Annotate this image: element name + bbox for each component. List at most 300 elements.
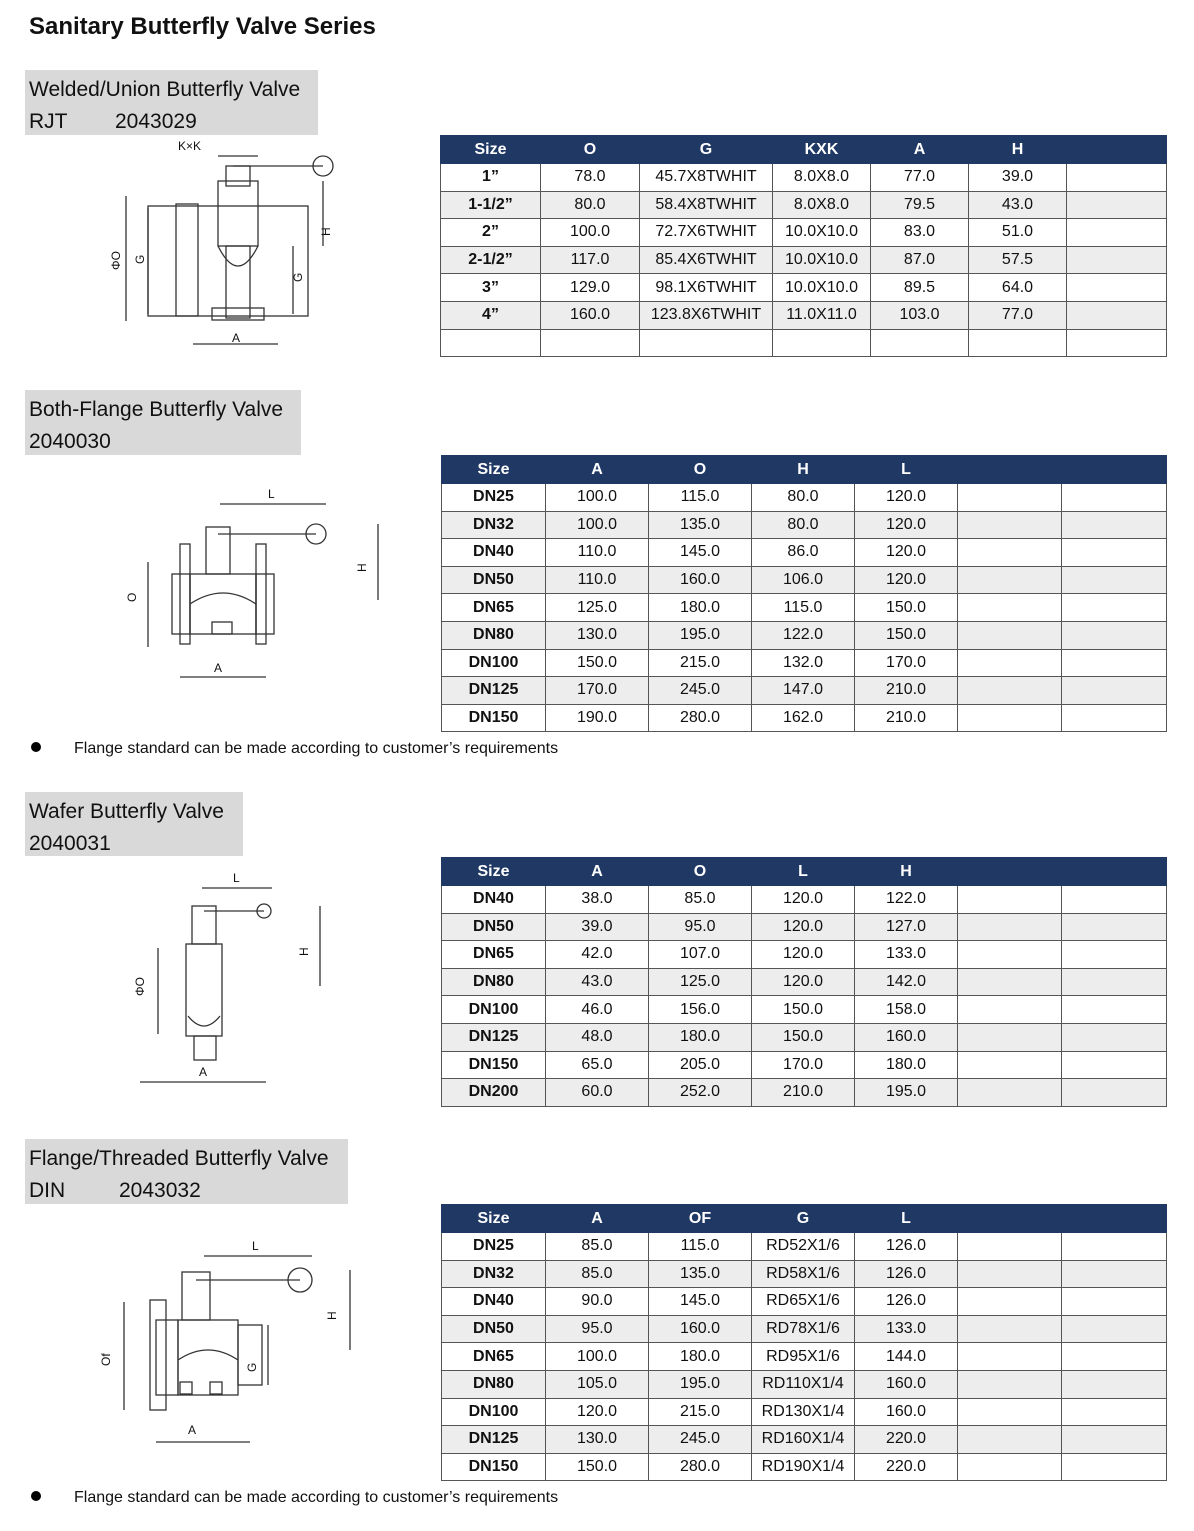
section-header-both-flange xyxy=(25,390,301,455)
table-cell: 150.0 xyxy=(546,1453,649,1481)
table-cell: 120.0 xyxy=(855,484,958,512)
table-cell: 210.0 xyxy=(752,1079,855,1107)
table-cell xyxy=(958,566,1062,594)
table-cell: 220.0 xyxy=(855,1453,958,1481)
table-cell xyxy=(958,1398,1062,1426)
size-cell: DN25 xyxy=(442,1233,546,1261)
table-cell: 133.0 xyxy=(855,1315,958,1343)
size-cell: DN32 xyxy=(442,511,546,539)
size-cell: 2-1/2” xyxy=(441,246,541,274)
table-cell xyxy=(958,539,1062,567)
table-cell xyxy=(1062,511,1167,539)
label-g: G xyxy=(245,1362,259,1372)
label-h: H xyxy=(297,947,311,956)
table-row xyxy=(442,1315,1167,1343)
col-header: KXK xyxy=(773,136,871,164)
table-row xyxy=(442,566,1167,594)
size-cell: DN80 xyxy=(442,621,546,649)
table-cell xyxy=(958,1343,1062,1371)
table-cell: 100.0 xyxy=(541,219,640,247)
table-cell xyxy=(1062,1343,1167,1371)
table-cell xyxy=(773,329,871,357)
table-header-row xyxy=(442,858,1167,886)
table-row xyxy=(442,704,1167,732)
size-cell: DN150 xyxy=(442,1453,546,1481)
section-code: 2040031 xyxy=(29,832,111,855)
size-cell: DN40 xyxy=(442,539,546,567)
table-row xyxy=(442,1343,1167,1371)
col-header xyxy=(958,858,1062,886)
table-cell: 129.0 xyxy=(541,274,640,302)
table-cell: 122.0 xyxy=(855,886,958,914)
size-cell: DN32 xyxy=(442,1260,546,1288)
size-cell: DN65 xyxy=(442,594,546,622)
table-cell: 45.7X8TWHIT xyxy=(640,164,773,192)
table-row xyxy=(442,539,1167,567)
table-cell: 38.0 xyxy=(546,886,649,914)
table-cell: 100.0 xyxy=(546,1343,649,1371)
table-cell: 130.0 xyxy=(546,621,649,649)
table-cell: RD160X1/4 xyxy=(752,1426,855,1454)
table-row xyxy=(442,649,1167,677)
table-cell xyxy=(1067,219,1167,247)
table-cell: RD78X1/6 xyxy=(752,1315,855,1343)
table-cell: 135.0 xyxy=(649,1260,752,1288)
table-cell: 160.0 xyxy=(855,1398,958,1426)
size-cell: DN100 xyxy=(442,649,546,677)
table-cell: 215.0 xyxy=(649,649,752,677)
table-cell: 51.0 xyxy=(969,219,1067,247)
label-a: A xyxy=(214,661,223,675)
size-cell: 1-1/2” xyxy=(441,191,541,219)
table-cell: 85.0 xyxy=(546,1260,649,1288)
table-row xyxy=(442,1023,1167,1051)
table-cell: 215.0 xyxy=(649,1398,752,1426)
table-cell: 133.0 xyxy=(855,941,958,969)
table-cell: 150.0 xyxy=(546,649,649,677)
label-a: A xyxy=(232,331,241,345)
section-code-prefix: DIN xyxy=(29,1179,66,1202)
table-cell xyxy=(958,1426,1062,1454)
table-cell: 115.0 xyxy=(752,594,855,622)
table-row xyxy=(441,301,1167,329)
label-l: L xyxy=(252,1239,259,1253)
table-cell xyxy=(1062,941,1167,969)
table-cell xyxy=(958,941,1062,969)
size-cell: DN50 xyxy=(442,913,546,941)
col-header: OF xyxy=(649,1205,752,1233)
table-cell: 160.0 xyxy=(541,301,640,329)
col-header: Size xyxy=(442,858,546,886)
col-header: Size xyxy=(441,136,541,164)
table-cell: 86.0 xyxy=(752,539,855,567)
table-cell: 85.4X6TWHIT xyxy=(640,246,773,274)
table-cell: 57.5 xyxy=(969,246,1067,274)
table-row xyxy=(442,484,1167,512)
bullet-icon xyxy=(31,1491,41,1501)
size-cell: DN50 xyxy=(442,566,546,594)
table-cell xyxy=(1062,594,1167,622)
table-cell: 8.0X8.0 xyxy=(773,164,871,192)
size-cell: DN125 xyxy=(442,1426,546,1454)
table-row xyxy=(442,1453,1167,1481)
table-cell xyxy=(1062,913,1167,941)
size-cell: DN40 xyxy=(442,886,546,914)
table-cell: 120.0 xyxy=(752,941,855,969)
table-cell: 280.0 xyxy=(649,1453,752,1481)
col-header: A xyxy=(546,858,649,886)
spec-table-flange-threaded xyxy=(441,1204,1167,1481)
table-cell xyxy=(958,886,1062,914)
table-row xyxy=(441,164,1167,192)
table-header-row xyxy=(441,136,1167,164)
table-cell xyxy=(969,329,1067,357)
page-title: Sanitary Butterfly Valve Series xyxy=(29,13,376,40)
table-cell xyxy=(1062,1260,1167,1288)
table-cell: 100.0 xyxy=(546,511,649,539)
table-row xyxy=(442,1233,1167,1261)
size-cell: DN25 xyxy=(442,484,546,512)
label-a: A xyxy=(188,1423,197,1437)
flange-note: Flange standard can be made according to customer’s requirements xyxy=(74,740,559,757)
section-code: 2040030 xyxy=(29,430,111,453)
table-row xyxy=(442,1398,1167,1426)
spec-table-wafer xyxy=(441,857,1167,1107)
table-cell: 79.5 xyxy=(871,191,969,219)
table-cell xyxy=(541,329,640,357)
table-row xyxy=(442,996,1167,1024)
table-cell: 245.0 xyxy=(649,677,752,705)
label-o: O xyxy=(125,592,139,602)
section-header-flange-threaded xyxy=(25,1139,348,1204)
table-row xyxy=(442,511,1167,539)
table-cell: 65.0 xyxy=(546,1051,649,1079)
table-row xyxy=(442,1079,1167,1107)
table-cell xyxy=(1062,1426,1167,1454)
label-l: L xyxy=(268,487,275,501)
table-cell: 120.0 xyxy=(546,1398,649,1426)
size-cell: DN150 xyxy=(442,1051,546,1079)
table-cell: 142.0 xyxy=(855,968,958,996)
table-cell xyxy=(1062,1233,1167,1261)
col-header xyxy=(1062,456,1167,484)
section-title: Welded/Union Butterfly Valve xyxy=(29,78,301,101)
table-cell xyxy=(1067,329,1167,357)
table-cell: 10.0X10.0 xyxy=(773,246,871,274)
table-cell xyxy=(1062,1023,1167,1051)
col-header: H xyxy=(855,858,958,886)
table-row xyxy=(442,1370,1167,1398)
table-row xyxy=(441,191,1167,219)
col-header: G xyxy=(640,136,773,164)
table-cell xyxy=(1062,1315,1167,1343)
table-cell xyxy=(958,1315,1062,1343)
table-row xyxy=(442,1426,1167,1454)
size-cell: DN100 xyxy=(442,1398,546,1426)
table-cell: 42.0 xyxy=(546,941,649,969)
table-cell: 122.0 xyxy=(752,621,855,649)
table-header-row xyxy=(442,1205,1167,1233)
col-header: G xyxy=(752,1205,855,1233)
col-header: Size xyxy=(442,456,546,484)
table-cell: 106.0 xyxy=(752,566,855,594)
table-header-row xyxy=(442,456,1167,484)
table-row xyxy=(442,1260,1167,1288)
col-header: H xyxy=(752,456,855,484)
size-cell: DN80 xyxy=(442,1370,546,1398)
size-cell: 1” xyxy=(441,164,541,192)
col-header xyxy=(1062,858,1167,886)
table-cell xyxy=(958,1051,1062,1079)
size-cell: DN125 xyxy=(442,677,546,705)
table-cell xyxy=(1062,1370,1167,1398)
col-header: A xyxy=(546,456,649,484)
flange-note: Flange standard can be made according to customer’s requirements xyxy=(74,1489,559,1506)
table-cell xyxy=(958,1288,1062,1316)
size-cell: DN125 xyxy=(442,1023,546,1051)
label-o: ΦO xyxy=(133,977,147,996)
table-cell xyxy=(1067,164,1167,192)
table-cell: 127.0 xyxy=(855,913,958,941)
table-cell: 39.0 xyxy=(969,164,1067,192)
table-cell: 170.0 xyxy=(855,649,958,677)
table-cell: 135.0 xyxy=(649,511,752,539)
table-cell: 90.0 xyxy=(546,1288,649,1316)
size-cell: DN200 xyxy=(442,1079,546,1107)
table-cell: RD52X1/6 xyxy=(752,1233,855,1261)
section-title: Both-Flange Butterfly Valve xyxy=(29,398,284,421)
table-cell: 58.4X8TWHIT xyxy=(640,191,773,219)
table-cell: 245.0 xyxy=(649,1426,752,1454)
label-kk: K×K xyxy=(178,139,202,153)
table-cell: 117.0 xyxy=(541,246,640,274)
table-cell xyxy=(1062,886,1167,914)
table-cell: 64.0 xyxy=(969,274,1067,302)
table-cell: 85.0 xyxy=(546,1233,649,1261)
size-cell: 3” xyxy=(441,274,541,302)
table-cell: RD190X1/4 xyxy=(752,1453,855,1481)
table-cell: 160.0 xyxy=(855,1023,958,1051)
table-cell: 195.0 xyxy=(855,1079,958,1107)
table-cell: 120.0 xyxy=(855,539,958,567)
size-cell: DN80 xyxy=(442,968,546,996)
table-row xyxy=(442,913,1167,941)
size-cell: DN50 xyxy=(442,1315,546,1343)
both-flange-valve-drawing xyxy=(125,482,388,682)
table-cell: 145.0 xyxy=(649,539,752,567)
table-cell xyxy=(1062,968,1167,996)
flange-threaded-valve-drawing xyxy=(100,1230,362,1450)
table-cell: 46.0 xyxy=(546,996,649,1024)
label-g2: G xyxy=(291,272,305,282)
table-cell: 95.0 xyxy=(649,913,752,941)
table-cell xyxy=(958,484,1062,512)
table-cell: 160.0 xyxy=(649,566,752,594)
table-cell: 78.0 xyxy=(541,164,640,192)
table-cell xyxy=(1062,1453,1167,1481)
section-header-wafer xyxy=(25,792,243,856)
table-cell xyxy=(1062,566,1167,594)
table-cell: 43.0 xyxy=(546,968,649,996)
table-cell xyxy=(958,1370,1062,1398)
label-of: Of xyxy=(99,1353,113,1366)
col-header: L xyxy=(855,456,958,484)
table-cell: 130.0 xyxy=(546,1426,649,1454)
col-header: O xyxy=(649,456,752,484)
table-row xyxy=(441,329,1167,357)
col-header: L xyxy=(855,1205,958,1233)
col-header: O xyxy=(541,136,640,164)
col-header xyxy=(1067,136,1167,164)
table-cell xyxy=(1062,1398,1167,1426)
section-code: 2043032 xyxy=(119,1179,201,1202)
table-cell: 120.0 xyxy=(752,968,855,996)
table-cell xyxy=(1067,246,1167,274)
table-row xyxy=(442,968,1167,996)
table-row xyxy=(441,246,1167,274)
table-cell xyxy=(1062,677,1167,705)
table-cell xyxy=(958,621,1062,649)
table-cell xyxy=(958,1260,1062,1288)
table-cell: 110.0 xyxy=(546,566,649,594)
table-cell: 11.0X11.0 xyxy=(773,301,871,329)
table-cell: RD130X1/4 xyxy=(752,1398,855,1426)
table-cell: RD95X1/6 xyxy=(752,1343,855,1371)
table-cell xyxy=(1067,301,1167,329)
table-cell xyxy=(1062,539,1167,567)
table-cell: RD110X1/4 xyxy=(752,1370,855,1398)
table-cell xyxy=(958,996,1062,1024)
table-row xyxy=(442,1288,1167,1316)
table-cell: 48.0 xyxy=(546,1023,649,1051)
table-cell: 107.0 xyxy=(649,941,752,969)
table-cell xyxy=(1062,704,1167,732)
table-cell: 170.0 xyxy=(546,677,649,705)
table-cell: RD58X1/6 xyxy=(752,1260,855,1288)
table-cell xyxy=(958,511,1062,539)
table-cell: 132.0 xyxy=(752,649,855,677)
label-h: H xyxy=(319,227,333,236)
table-cell: 115.0 xyxy=(649,484,752,512)
table-cell: 205.0 xyxy=(649,1051,752,1079)
table-cell: 125.0 xyxy=(546,594,649,622)
section-code: 2043029 xyxy=(115,110,197,133)
table-cell: 120.0 xyxy=(855,511,958,539)
table-row xyxy=(442,677,1167,705)
col-header: A xyxy=(546,1205,649,1233)
table-cell: 158.0 xyxy=(855,996,958,1024)
col-header: A xyxy=(871,136,969,164)
size-cell: DN100 xyxy=(442,996,546,1024)
table-cell: 170.0 xyxy=(752,1051,855,1079)
table-cell xyxy=(958,968,1062,996)
label-g1: G xyxy=(133,254,147,264)
table-cell: 120.0 xyxy=(855,566,958,594)
table-cell: 180.0 xyxy=(855,1051,958,1079)
table-cell xyxy=(958,1023,1062,1051)
table-cell: 150.0 xyxy=(752,996,855,1024)
table-cell: 77.0 xyxy=(871,164,969,192)
table-cell xyxy=(958,913,1062,941)
table-cell: 100.0 xyxy=(546,484,649,512)
table-cell: 156.0 xyxy=(649,996,752,1024)
table-cell xyxy=(958,649,1062,677)
label-h: H xyxy=(355,563,369,572)
label-o: ΦO xyxy=(109,251,123,270)
col-header: H xyxy=(969,136,1067,164)
table-cell: 8.0X8.0 xyxy=(773,191,871,219)
size-cell xyxy=(441,329,541,357)
table-cell: 126.0 xyxy=(855,1233,958,1261)
table-cell: 77.0 xyxy=(969,301,1067,329)
spec-table-both-flange xyxy=(441,455,1167,732)
table-cell xyxy=(1062,996,1167,1024)
size-cell: 4” xyxy=(441,301,541,329)
table-cell: 80.0 xyxy=(541,191,640,219)
size-cell: 2” xyxy=(441,219,541,247)
wafer-valve-drawing xyxy=(133,866,336,1086)
section-title: Wafer Butterfly Valve xyxy=(29,800,224,823)
table-cell: 126.0 xyxy=(855,1260,958,1288)
table-cell: 115.0 xyxy=(649,1233,752,1261)
table-cell: 60.0 xyxy=(546,1079,649,1107)
table-cell: 220.0 xyxy=(855,1426,958,1454)
col-header: O xyxy=(649,858,752,886)
table-cell: 210.0 xyxy=(855,704,958,732)
table-cell xyxy=(958,704,1062,732)
table-cell: 150.0 xyxy=(855,594,958,622)
table-cell xyxy=(871,329,969,357)
table-cell: 10.0X10.0 xyxy=(773,219,871,247)
table-cell xyxy=(958,677,1062,705)
table-cell: 125.0 xyxy=(649,968,752,996)
size-cell: DN40 xyxy=(442,1288,546,1316)
table-cell: 85.0 xyxy=(649,886,752,914)
table-row xyxy=(442,594,1167,622)
col-header: Size xyxy=(442,1205,546,1233)
table-cell: 83.0 xyxy=(871,219,969,247)
table-cell xyxy=(1062,484,1167,512)
table-cell: 160.0 xyxy=(649,1315,752,1343)
table-cell: 10.0X10.0 xyxy=(773,274,871,302)
table-cell: 210.0 xyxy=(855,677,958,705)
table-cell: 150.0 xyxy=(752,1023,855,1051)
table-cell: 180.0 xyxy=(649,1343,752,1371)
label-l: L xyxy=(233,871,240,885)
table-cell: 80.0 xyxy=(752,484,855,512)
col-header xyxy=(1062,1205,1167,1233)
table-cell: 180.0 xyxy=(649,1023,752,1051)
table-cell: 147.0 xyxy=(752,677,855,705)
section-title: Flange/Threaded Butterfly Valve xyxy=(29,1147,329,1170)
table-cell xyxy=(958,1233,1062,1261)
table-cell: 105.0 xyxy=(546,1370,649,1398)
table-row xyxy=(442,621,1167,649)
table-cell: 252.0 xyxy=(649,1079,752,1107)
table-cell: 98.1X6TWHIT xyxy=(640,274,773,302)
size-cell: DN65 xyxy=(442,1343,546,1371)
table-cell: 120.0 xyxy=(752,886,855,914)
table-cell xyxy=(1067,274,1167,302)
table-cell: 144.0 xyxy=(855,1343,958,1371)
table-cell: 110.0 xyxy=(546,539,649,567)
table-row xyxy=(442,886,1167,914)
table-row xyxy=(441,274,1167,302)
table-cell: 43.0 xyxy=(969,191,1067,219)
table-cell xyxy=(640,329,773,357)
table-row xyxy=(441,219,1167,247)
table-cell: RD65X1/6 xyxy=(752,1288,855,1316)
